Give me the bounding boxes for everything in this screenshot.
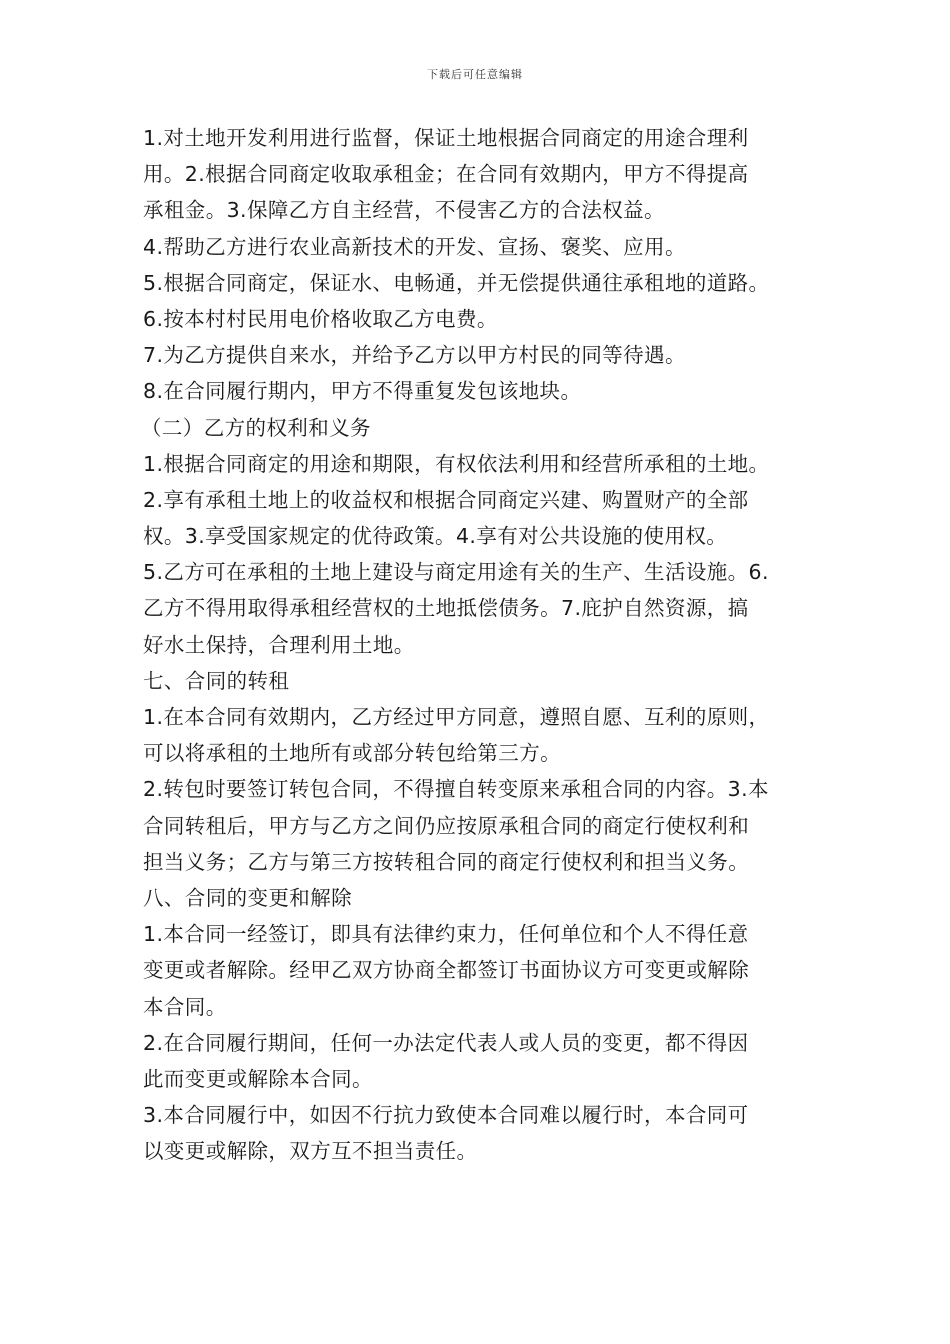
document-body [143,120,823,1169]
text-line: 1.对土地开发利用进行监督，保证土地根据合同商定的用途合理利 [143,126,749,150]
text-line: 变更或者解除。经甲乙双方协商全都签订书面协议方可变更或解除 [143,958,750,983]
section-heading: （二）乙方的权利和义务 [141,415,371,440]
page-header: 下载后可任意编辑 [427,68,523,81]
text-line: 2.享有承租土地上的收益权和根据合同商定兴建、购置财产的全部 [143,487,749,512]
section-heading: 七、合同的转租 [143,668,290,693]
text-line: 7.为乙方提供自来水，并给予乙方以甲方村民的同等待遇。 [143,343,686,368]
text-line: 5.乙方可在承租的土地上建设与商定用途有关的生产、生活设施。6. [143,560,769,585]
section-heading: 八、合同的变更和解除 [143,885,352,910]
text-line: 2.在合同履行期间，任何一办法定代表人或人员的变更，都不得因 [143,1030,749,1055]
text-line: 权。3.享受国家规定的优待政策。4.享有对公共设施的使用权。 [143,524,728,549]
text-line: 1.本合同一经签订，即具有法律约束力，任何单位和个人不得任意 [143,922,749,947]
text-line: 5.根据合同商定，保证水、电畅通，并无偿提供通往承租地的道路。 [143,270,770,295]
text-line: 8.在合同履行期内，甲方不得重复发包该地块。 [143,379,582,404]
text-line: 以变更或解除，双方互不担当责任。 [143,1139,478,1164]
text-line: 3.本合同履行中，如因不行抗力致使本合同难以履行时，本合同可 [143,1103,749,1128]
text-line: 可以将承租的土地所有或部分转包给第三方。 [143,741,561,766]
text-line: 担当义务；乙方与第三方按转租合同的商定行使权利和担当义务。 [143,849,750,874]
text-line: 1.根据合同商定的用途和期限，有权依法利用和经营所承租的土地。 [143,451,770,476]
text-line: 6.按本村村民用电价格收取乙方电费。 [143,306,498,331]
text-line: 2.转包时要签订转包合同，不得擅自转变原来承租合同的内容。3.本 [143,777,769,802]
text-line: 本合同。 [143,994,227,1019]
text-line: 承租金。3.保障乙方自主经营，不侵害乙方的合法权益。 [143,198,665,223]
text-line: 用。2.根据合同商定收取承租金；在合同有效期内，甲方不得提高 [143,162,749,187]
text-line: 1.在本合同有效期内，乙方经过甲方同意，遵照自愿、互利的原则， [143,705,770,729]
text-line: 乙方不得用取得承租经营权的土地抵偿债务。7.庇护自然资源，搞 [143,596,749,621]
text-line: 此而变更或解除本合同。 [143,1066,373,1091]
text-line: 4.帮助乙方进行农业高新技术的开发、宣扬、褒奖、应用。 [143,234,686,259]
text-line: 好水土保持，合理利用土地。 [143,632,415,657]
text-line: 合同转租后，甲方与乙方之间仍应按原承租合同的商定行使权利和 [143,813,750,838]
